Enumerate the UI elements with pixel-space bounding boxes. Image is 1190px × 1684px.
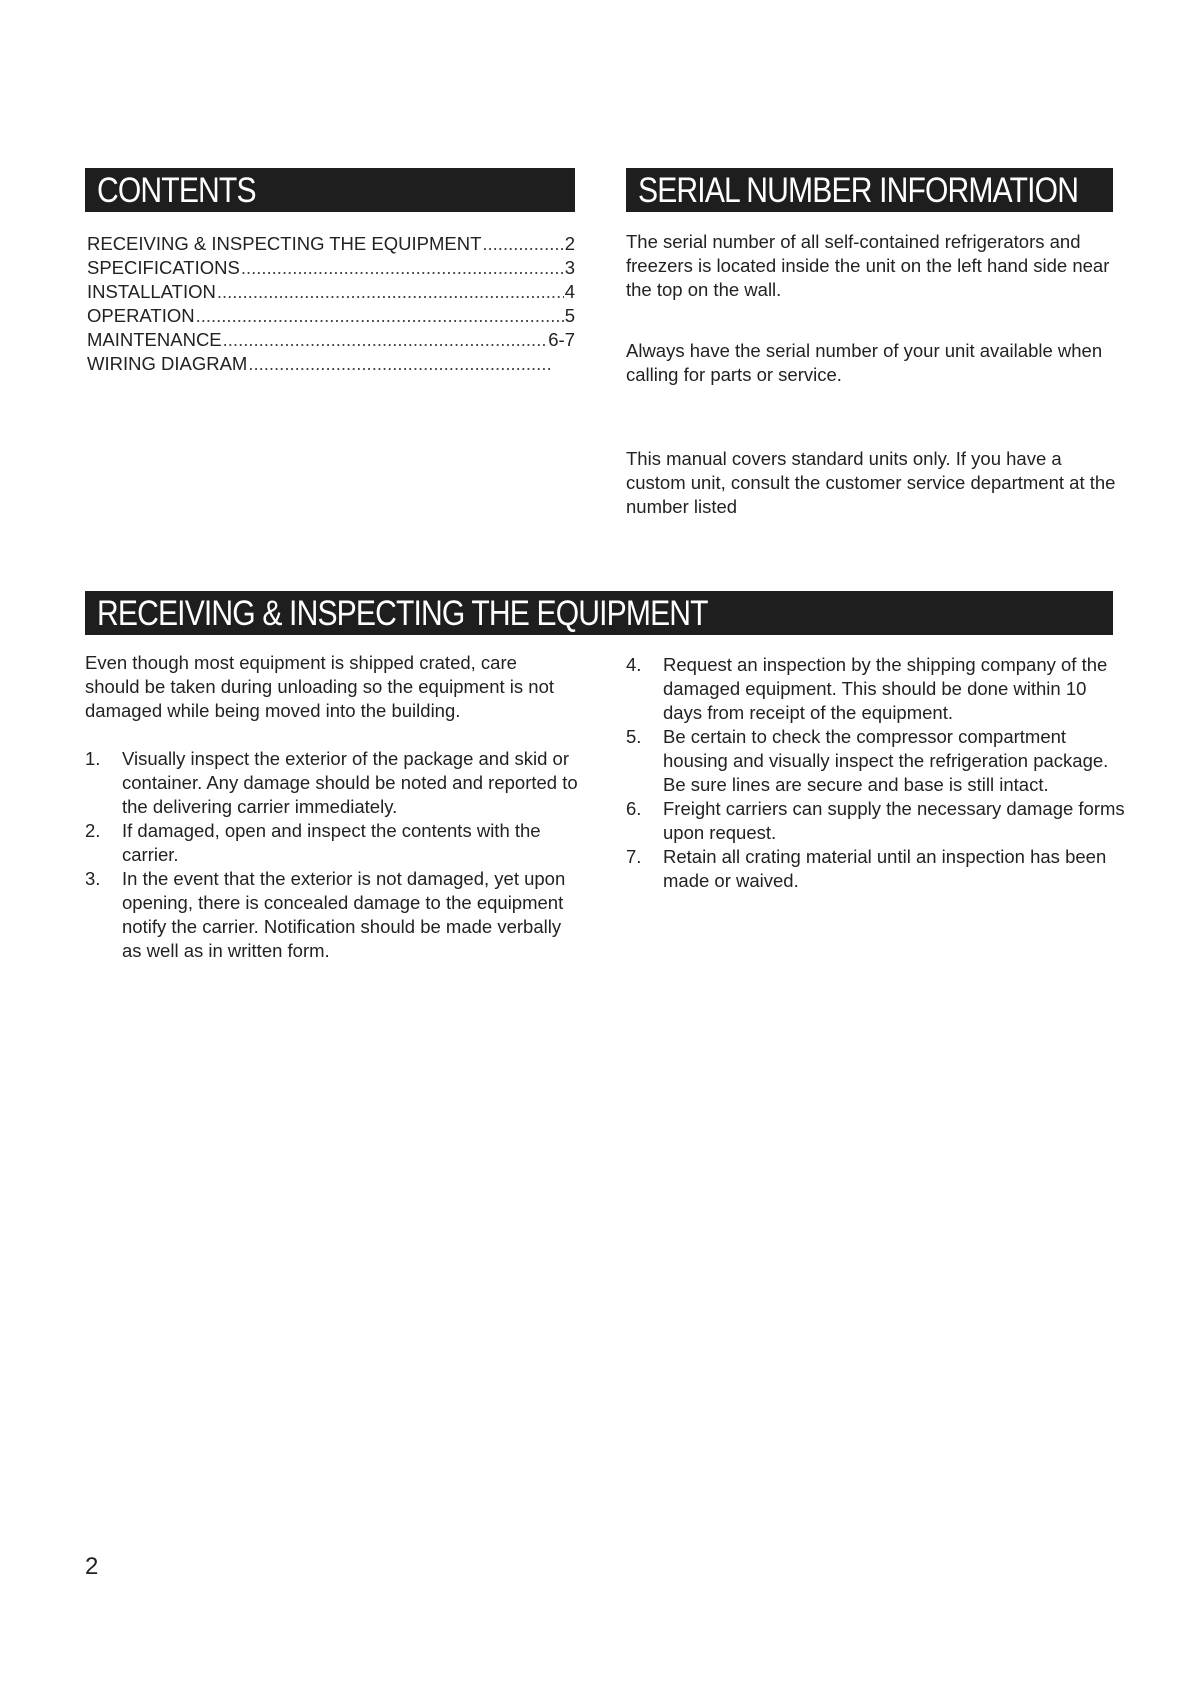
toc-leader-dots bbox=[217, 280, 564, 304]
toc-entry[interactable] bbox=[87, 232, 575, 256]
step-number: 1. bbox=[85, 748, 101, 769]
toc-entry[interactable] bbox=[87, 328, 575, 352]
toc-entry[interactable] bbox=[87, 304, 575, 328]
list-item bbox=[626, 725, 1126, 797]
toc-entry[interactable] bbox=[87, 352, 575, 376]
toc-entry-page: 3 bbox=[564, 257, 575, 278]
toc-leader-dots bbox=[482, 232, 563, 256]
toc-entry[interactable] bbox=[87, 280, 575, 304]
step-number: 5. bbox=[626, 726, 642, 747]
list-item bbox=[626, 797, 1126, 845]
toc-entry-title: WIRING DIAGRAM bbox=[87, 353, 248, 374]
receiving-intro-paragraph: Even though most equipment is shipped crated, care should be taken during unloading so the equipment is not damaged while being moved into the building. bbox=[85, 652, 555, 721]
inspection-steps-left bbox=[85, 747, 585, 963]
toc-entry-title: OPERATION bbox=[87, 305, 195, 326]
inspection-steps-right bbox=[626, 653, 1126, 893]
receiving-heading: RECEIVING & INSPECTING THE EQUIPMENT bbox=[85, 591, 1113, 635]
toc-leader-dots bbox=[223, 328, 548, 352]
step-text: In the event that the exterior is not damaged, yet upon opening, there is concealed damage to the equipment notify the carrier. Notification should be made verbally as well as in written form. bbox=[122, 868, 566, 961]
serial-number-heading: SERIAL NUMBER INFORMATION bbox=[626, 168, 1113, 212]
standard-units-paragraph: This manual covers standard units only. If you have a custom unit, consult the customer service department at the number listed bbox=[626, 448, 1116, 517]
step-text: Visually inspect the exterior of the package and skid or container. Any damage should be noted and reported to the delivering carrier immediately. bbox=[122, 748, 578, 817]
toc-entry-title: INSTALLATION bbox=[87, 281, 216, 302]
step-text: If damaged, open and inspect the contents with the carrier. bbox=[122, 820, 541, 865]
toc-entry-page: 2 bbox=[564, 233, 575, 254]
serial-availability-paragraph: Always have the serial number of your unit available when calling for parts or service. bbox=[626, 340, 1103, 385]
toc-leader-dots bbox=[241, 256, 564, 280]
list-item bbox=[85, 747, 585, 819]
list-item bbox=[85, 819, 585, 867]
step-text: Request an inspection by the shipping company of the damaged equipment. This should be done within 10 days from receipt of the equipment. bbox=[663, 654, 1108, 723]
toc-entry-title: MAINTENANCE bbox=[87, 329, 222, 350]
step-number: 7. bbox=[626, 846, 642, 867]
table-of-contents bbox=[87, 232, 575, 376]
step-number: 2. bbox=[85, 820, 101, 841]
toc-entry-page: 4 bbox=[564, 281, 575, 302]
toc-entry-title: RECEIVING & INSPECTING THE EQUIPMENT bbox=[87, 233, 482, 254]
list-item bbox=[85, 867, 585, 963]
toc-entry[interactable] bbox=[87, 256, 575, 280]
toc-leader-dots bbox=[196, 304, 564, 328]
toc-entry-page: 6-7 bbox=[548, 329, 575, 350]
step-number: 4. bbox=[626, 654, 642, 675]
page-number: 2 bbox=[85, 1553, 99, 1580]
step-text: Freight carriers can supply the necessary damage forms upon request. bbox=[663, 798, 1125, 843]
list-item bbox=[626, 845, 1126, 893]
serial-location-paragraph: The serial number of all self-contained refrigerators and freezers is located inside the unit on the left hand side near the top on the wall. bbox=[626, 231, 1110, 300]
contents-heading: CONTENTS bbox=[85, 168, 575, 212]
list-item bbox=[626, 653, 1126, 725]
step-text: Retain all crating material until an inspection has been made or waived. bbox=[663, 846, 1107, 891]
step-text: Be certain to check the compressor compartment housing and visually inspect the refrigeration package. Be sure lines are secure and base is still intact. bbox=[663, 726, 1109, 795]
step-number: 3. bbox=[85, 868, 101, 889]
toc-entry-page: 5 bbox=[564, 305, 575, 326]
step-number: 6. bbox=[626, 798, 642, 819]
toc-leader-dots bbox=[248, 352, 551, 376]
toc-entry-title: SPECIFICATIONS bbox=[87, 257, 240, 278]
